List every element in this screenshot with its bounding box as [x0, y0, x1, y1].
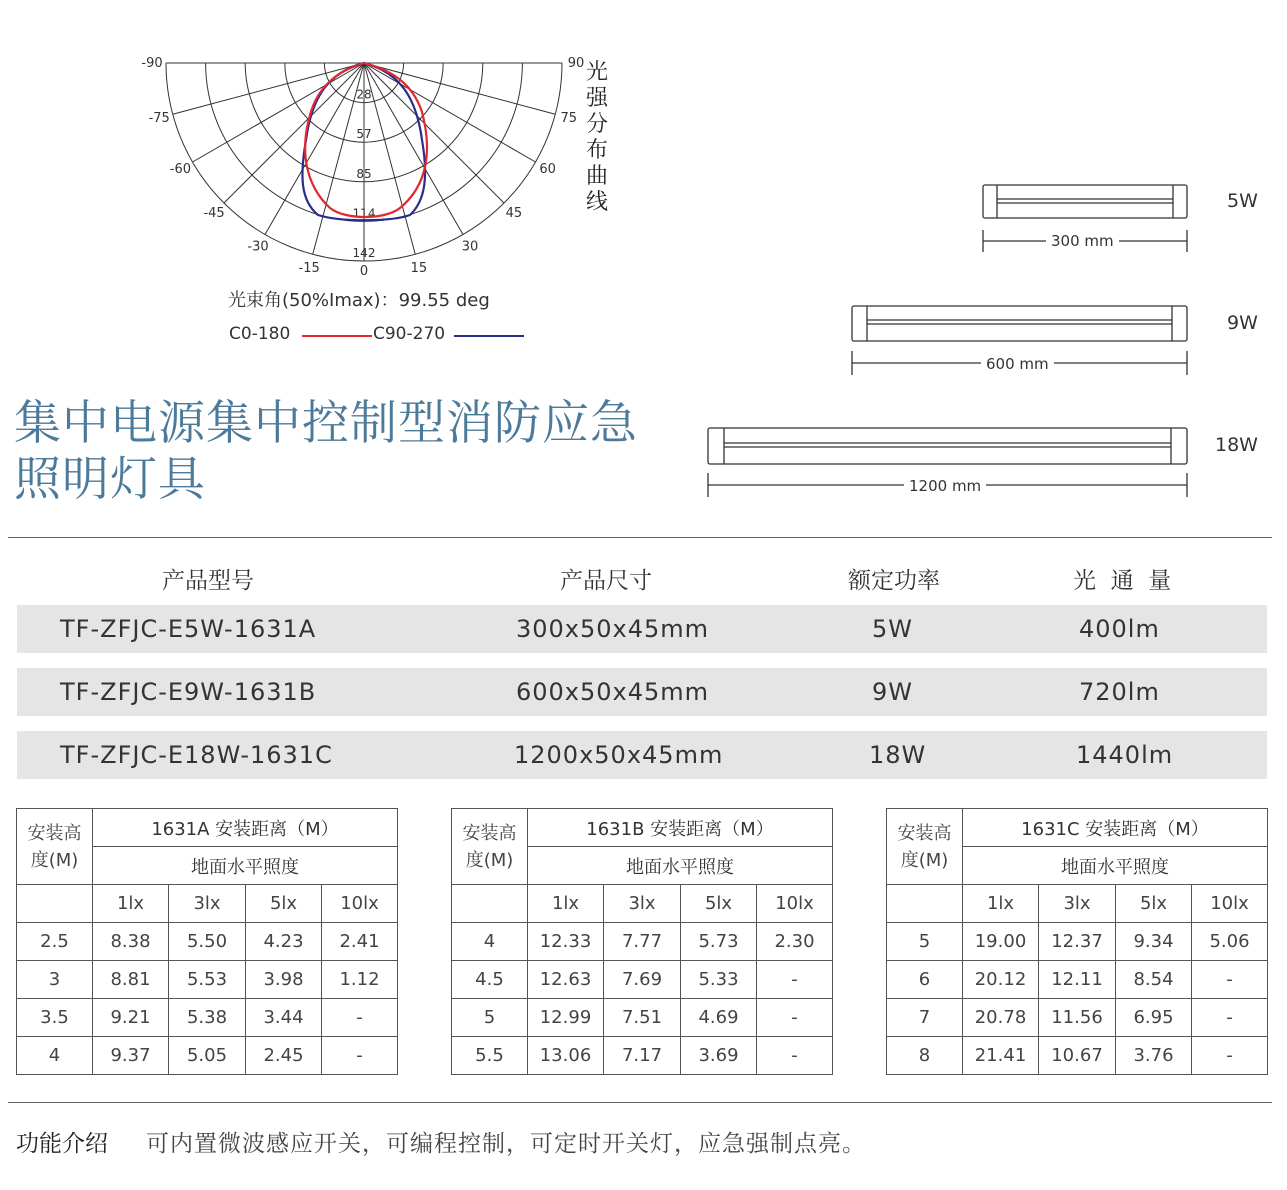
- cell: -: [757, 1037, 833, 1075]
- radial-value-label: 28: [356, 87, 372, 102]
- spec-flux: 720lm: [1079, 678, 1160, 706]
- side-header-l2: 度(M): [465, 849, 514, 871]
- cell: 12.37: [1039, 923, 1116, 961]
- fixture-9w-length: 600 mm: [981, 355, 1054, 373]
- cell: 3.44: [246, 999, 322, 1037]
- cell: 5.06: [1192, 923, 1268, 961]
- page-title-line1: 集中电源集中控制型消防应急: [14, 396, 638, 451]
- table-row: [17, 999, 398, 1037]
- cell: 4: [452, 923, 528, 961]
- cell: 6.95: [1116, 999, 1192, 1037]
- vtitle-char: 分: [585, 112, 608, 137]
- table-subtitle: 地面水平照度: [963, 847, 1268, 885]
- cell: 5.5: [452, 1037, 528, 1075]
- spec-power: 18W: [869, 741, 927, 769]
- vtitle-char: 光: [585, 60, 608, 85]
- cell: 20.78: [963, 999, 1039, 1037]
- angle-label: -15: [298, 260, 320, 276]
- table-row: [452, 999, 833, 1037]
- polar-spoke: [173, 63, 364, 114]
- cell: -: [322, 1037, 398, 1075]
- cell: 2.30: [757, 923, 833, 961]
- table-row: [887, 961, 1268, 999]
- angle-label: 75: [560, 110, 578, 126]
- page-title: [14, 396, 694, 508]
- table-subtitle: 地面水平照度: [93, 847, 398, 885]
- cell: 1.12: [322, 961, 398, 999]
- angle-label: 15: [410, 260, 428, 276]
- distance-table-1631c: [886, 808, 1268, 1075]
- spec-size: 1200x50x45mm: [514, 741, 724, 769]
- angle-label: -75: [148, 110, 170, 126]
- legend-line-c90: [454, 335, 524, 337]
- corner-cell: [17, 885, 93, 923]
- col-header: 3lx: [604, 885, 681, 923]
- col-header: 5lx: [1116, 885, 1192, 923]
- cell: 8.54: [1116, 961, 1192, 999]
- side-header-l1: 安装高: [462, 822, 517, 844]
- function-text: 可内置微波感应开关，可编程控制，可定时开关灯，应急强制点亮。: [146, 1131, 866, 1157]
- fixture-18w-power: 18W: [1215, 434, 1258, 456]
- spec-power: 9W: [872, 678, 913, 706]
- cell: 8: [887, 1037, 963, 1075]
- angle-label: -60: [169, 162, 192, 177]
- spec-model: TF-ZFJC-E5W-1631A: [60, 615, 317, 643]
- side-header: [17, 809, 93, 885]
- cell: 3.76: [1116, 1037, 1192, 1075]
- cell: 12.63: [528, 961, 604, 999]
- spec-model: TF-ZFJC-E18W-1631C: [60, 741, 333, 769]
- cell: 11.56: [1039, 999, 1116, 1037]
- cell: 5.50: [169, 923, 246, 961]
- cell: -: [322, 999, 398, 1037]
- angle-label: -30: [247, 239, 269, 255]
- col-header: 10lx: [1192, 885, 1268, 923]
- cell: 7.77: [604, 923, 681, 961]
- spec-header-model: 产品型号: [162, 568, 254, 594]
- col-header: 3lx: [169, 885, 246, 923]
- divider-bottom: [8, 1102, 1272, 1103]
- polar-spoke: [265, 63, 364, 234]
- fixture-5w-length: 300 mm: [1046, 232, 1119, 250]
- angle-label: -45: [203, 205, 225, 221]
- cell: 8.81: [93, 961, 169, 999]
- light-distribution-polar-chart: [140, 50, 590, 290]
- spec-size: 300x50x45mm: [516, 615, 710, 643]
- table-row: [887, 1037, 1268, 1075]
- cell: 12.11: [1039, 961, 1116, 999]
- cell: 20.12: [963, 961, 1039, 999]
- polar-spoke: [364, 63, 555, 114]
- spec-model: TF-ZFJC-E9W-1631B: [60, 678, 317, 706]
- col-header: 1lx: [93, 885, 169, 923]
- table-row: [452, 961, 833, 999]
- cell: 19.00: [963, 923, 1039, 961]
- polar-spoke: [364, 63, 504, 203]
- cell: 4.23: [246, 923, 322, 961]
- polar-spoke: [364, 63, 535, 162]
- cell: 5.53: [169, 961, 246, 999]
- cell: 2.41: [322, 923, 398, 961]
- polar-spoke: [224, 63, 364, 203]
- cell: 4.5: [452, 961, 528, 999]
- spec-size: 600x50x45mm: [516, 678, 710, 706]
- table-title: 1631C 安装距离（M）: [963, 809, 1268, 847]
- table-title: 1631B 安装距离（M）: [528, 809, 833, 847]
- cell: 5.73: [681, 923, 757, 961]
- cell: 2.5: [17, 923, 93, 961]
- table-title: 1631A 安装距离（M）: [93, 809, 398, 847]
- corner-cell: [452, 885, 528, 923]
- col-header: 1lx: [528, 885, 604, 923]
- col-header: 5lx: [681, 885, 757, 923]
- side-header-l2: 度(M): [30, 849, 79, 871]
- cell: 3: [17, 961, 93, 999]
- table-row: [17, 923, 398, 961]
- table-row: [17, 1037, 398, 1075]
- angle-label: 0: [359, 264, 369, 279]
- legend-line-c0: [302, 335, 372, 337]
- cell: -: [757, 961, 833, 999]
- radial-value-label: 57: [356, 127, 372, 142]
- angle-label: 90: [567, 56, 585, 71]
- col-header: 10lx: [322, 885, 398, 923]
- beam-angle-text: 光束角(50%Imax)：99.55 deg: [228, 290, 490, 311]
- function-label: 功能介绍: [16, 1131, 108, 1157]
- cell: 9.37: [93, 1037, 169, 1075]
- cell: 12.99: [528, 999, 604, 1037]
- cell: 3.69: [681, 1037, 757, 1075]
- spec-row: [17, 731, 1267, 779]
- cell: 4.69: [681, 999, 757, 1037]
- radial-value-label: 142: [352, 246, 376, 260]
- cell: 2.45: [246, 1037, 322, 1075]
- distance-table-1631a: [16, 808, 398, 1075]
- angle-label: 45: [505, 205, 523, 221]
- distance-table-1631b: [451, 808, 833, 1075]
- fixture-drawings: [690, 170, 1210, 510]
- cell: 21.41: [963, 1037, 1039, 1075]
- polar-spoke: [364, 63, 463, 234]
- cell: 8.38: [93, 923, 169, 961]
- spec-header-flux: 光 通 量: [1073, 568, 1172, 594]
- cell: 3.98: [246, 961, 322, 999]
- angle-label: 30: [461, 239, 479, 255]
- polar-spoke: [364, 63, 415, 254]
- spec-row: [17, 668, 1267, 716]
- legend-label-c90: C90-270: [373, 324, 446, 344]
- cell: 9.34: [1116, 923, 1192, 961]
- vtitle-char: 线: [585, 190, 608, 215]
- cell: 5.05: [169, 1037, 246, 1075]
- vtitle-char: 布: [585, 138, 608, 163]
- cell: 5.33: [681, 961, 757, 999]
- cell: 13.06: [528, 1037, 604, 1075]
- cell: 4: [17, 1037, 93, 1075]
- spec-header-size: 产品尺寸: [560, 568, 652, 594]
- cell: 10.67: [1039, 1037, 1116, 1075]
- cell: 7.69: [604, 961, 681, 999]
- angle-label: 60: [539, 162, 556, 177]
- side-header: [887, 809, 963, 885]
- cell: 7: [887, 999, 963, 1037]
- cell: 6: [887, 961, 963, 999]
- cell: 12.33: [528, 923, 604, 961]
- fixture-5w-power: 5W: [1227, 190, 1258, 212]
- spec-power: 5W: [872, 615, 913, 643]
- vtitle-char: 曲: [585, 164, 608, 189]
- table-row: [452, 923, 833, 961]
- polar-curves: [302, 63, 427, 220]
- col-header: 5lx: [246, 885, 322, 923]
- cell: 7.17: [604, 1037, 681, 1075]
- corner-cell: [887, 885, 963, 923]
- cell: 7.51: [604, 999, 681, 1037]
- table-row: [887, 999, 1268, 1037]
- cell: -: [1192, 999, 1268, 1037]
- page-title-line2: 照明灯具: [14, 452, 206, 507]
- cell: 5: [887, 923, 963, 961]
- table-row: [887, 923, 1268, 961]
- cell: -: [757, 999, 833, 1037]
- cell: 5.38: [169, 999, 246, 1037]
- cell: 9.21: [93, 999, 169, 1037]
- cell: -: [1192, 1037, 1268, 1075]
- cell: -: [1192, 961, 1268, 999]
- spec-flux: 400lm: [1079, 615, 1160, 643]
- polar-vertical-title: [584, 60, 610, 216]
- fixture-9w-power: 9W: [1227, 312, 1258, 334]
- angle-label: -90: [141, 56, 163, 71]
- spec-row: [17, 605, 1267, 653]
- col-header: 10lx: [757, 885, 833, 923]
- side-header: [452, 809, 528, 885]
- col-header: 3lx: [1039, 885, 1116, 923]
- table-row: [452, 1037, 833, 1075]
- vtitle-char: 强: [585, 86, 608, 111]
- col-header: 1lx: [963, 885, 1039, 923]
- fixture-18w-length: 1200 mm: [904, 477, 986, 495]
- table-row: [17, 961, 398, 999]
- side-header-l1: 安装高: [27, 822, 82, 844]
- cell: 5: [452, 999, 528, 1037]
- radial-value-label: 85: [356, 166, 372, 181]
- polar-spoke: [193, 63, 364, 162]
- cell: 3.5: [17, 999, 93, 1037]
- radial-value-label: 114: [352, 206, 376, 221]
- divider-top: [8, 537, 1272, 538]
- spec-flux: 1440lm: [1076, 741, 1174, 769]
- legend-label-c0: C0-180: [229, 324, 291, 344]
- spec-header-power: 额定功率: [848, 568, 940, 594]
- side-header-l2: 度(M): [900, 849, 949, 871]
- table-subtitle: 地面水平照度: [528, 847, 833, 885]
- side-header-l1: 安装高: [897, 822, 952, 844]
